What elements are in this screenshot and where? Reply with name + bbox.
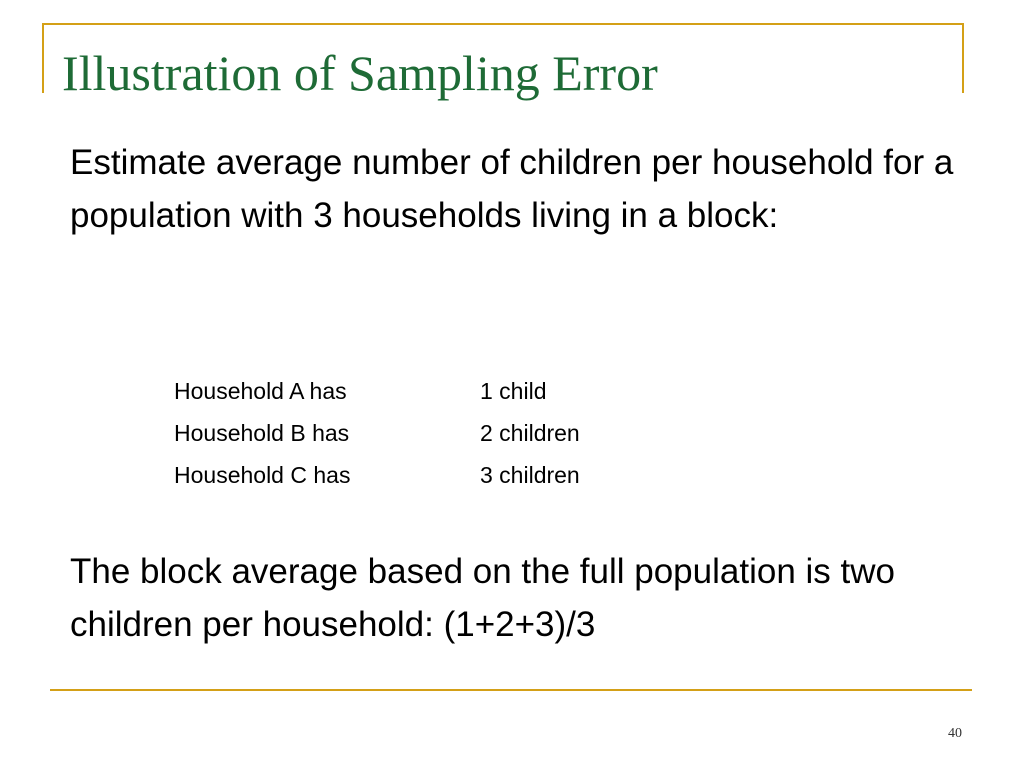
table-row — [174, 454, 580, 496]
intro-text: Estimate average number of children per household for a population with 3 households living in a block: — [70, 143, 954, 235]
table-row — [174, 370, 580, 412]
household-label: Household C has — [174, 461, 351, 488]
household-value: 1 child — [480, 377, 547, 404]
household-value: 2 children — [480, 419, 580, 446]
conclusion-text: The block average based on the full population is two children per household: (1+2+3)/3 — [70, 552, 895, 644]
household-label: Household A has — [174, 377, 347, 404]
title-frame-right-rule — [962, 23, 964, 93]
table-row — [174, 412, 580, 454]
slide-title: Illustration of Sampling Error — [62, 45, 658, 101]
title-frame-left-rule — [42, 23, 44, 93]
footer-rule — [50, 689, 972, 691]
household-label: Household B has — [174, 419, 350, 446]
page-number: 40 — [948, 726, 962, 741]
title-frame-top-rule — [42, 23, 964, 25]
household-value: 3 children — [480, 461, 580, 488]
household-table — [174, 370, 580, 496]
